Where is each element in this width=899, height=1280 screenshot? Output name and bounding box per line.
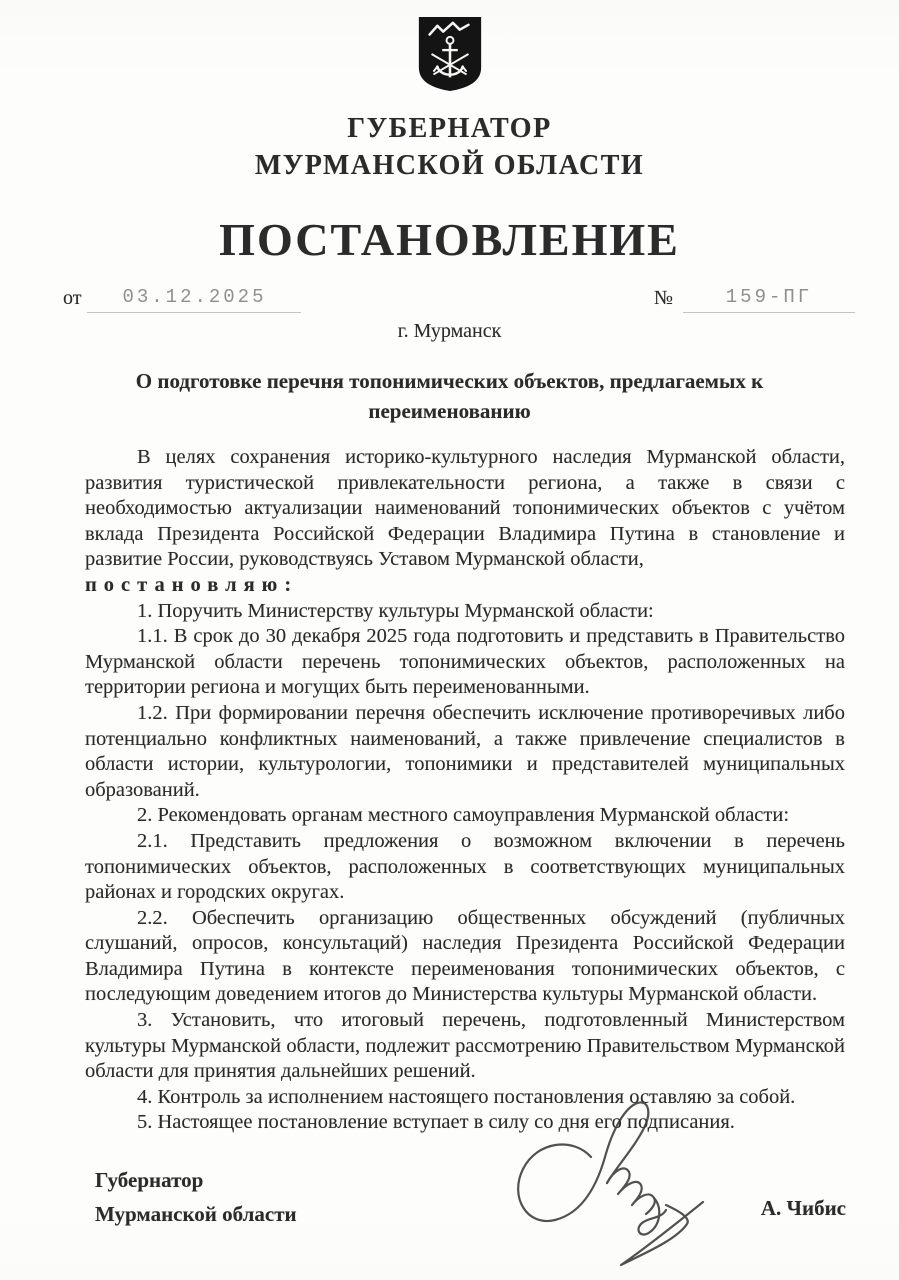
signatory-post-line1: Губернатор [95, 1168, 204, 1193]
issuing-authority [0, 110, 899, 184]
clause-2: 2. Рекомендовать органам местного самоуправления Мурманской области: [137, 804, 790, 827]
murmansk-coat-of-arms-icon [414, 13, 486, 95]
number-value: 159-ПГ [683, 286, 855, 313]
document-body [85, 445, 845, 1136]
number-label: № [653, 287, 673, 309]
document-title: О подготовке перечня топонимических объектов, предлагаемых к переименованию [135, 369, 764, 423]
signatory-post-line2: Мурманской области [95, 1202, 297, 1227]
org-name-line2: МУРМАНСКОЙ ОБЛАСТИ [254, 150, 645, 181]
date-label: от [63, 287, 82, 309]
handwritten-signature [495, 1093, 753, 1271]
place-line: г. Мурманск [397, 320, 502, 342]
clause-3: 3. Установить, что итоговый перечень, подготовленный Министерством культуры Мурманской области, подлежит рассмотрению Правительством Мурманской области для принятия дальнейших решений. [85, 1009, 845, 1083]
clause-2-2: 2.2. Обеспечить организацию общественных обсуждений (публичных слушаний, опросов, консультаций) наследия Президента Российской Федерации Владимира Путина в контексте переименования топонимических объектов, с последующим доведением итогов до Министерства культуры Мурманской области. [85, 906, 845, 1006]
document-type-heading: ПОСТАНОВЛЕНИЕ [219, 214, 680, 265]
org-name-line1: ГУБЕРНАТОР [347, 113, 552, 144]
clause-5: 5. Настоящее постановление вступает в силу со дня его подписания. [137, 1111, 735, 1134]
clause-1-1: 1.1. В срок до 30 декабря 2025 года подготовить и представить в Правительство Мурманской области перечень топонимических объектов, расположенных на территории региона и могущих быть переименованными. [85, 625, 845, 699]
clause-4: 4. Контроль за исполнением настоящего постановления оставляю за собой. [137, 1085, 796, 1108]
resolve-word: постановляю: [85, 573, 299, 596]
intro-paragraph: В целях сохранения историко-культурного наследия Мурманской области, развития туристической привлекательности региона, а также в связи с необходимостью актуализации наименований топонимических объектов с учётом вклада Президента Российской Федерации Владимира Путина в становление и развитие России, руководствуясь Уставом Мурманской области, [85, 446, 845, 571]
signatory-name: А. Чибис [760, 1196, 846, 1221]
clause-1-2: 1.2. При формировании перечня обеспечить исключение противоречивых либо потенциально конфликтных наименований, а также привлечение специалистов в области истории, культурологии, топонимики и представителей муниципальных образований. [85, 701, 845, 801]
clause-1: 1. Поручить Министерству культуры Мурманской области: [137, 599, 654, 622]
date-value: 03.12.2025 [87, 286, 301, 313]
clause-2-1: 2.1. Представить предложения о возможном включении в перечень топонимических объектов, расположенных в соответствующих муниципальных районах и городских округах. [85, 829, 845, 904]
date-number-row [63, 286, 855, 313]
